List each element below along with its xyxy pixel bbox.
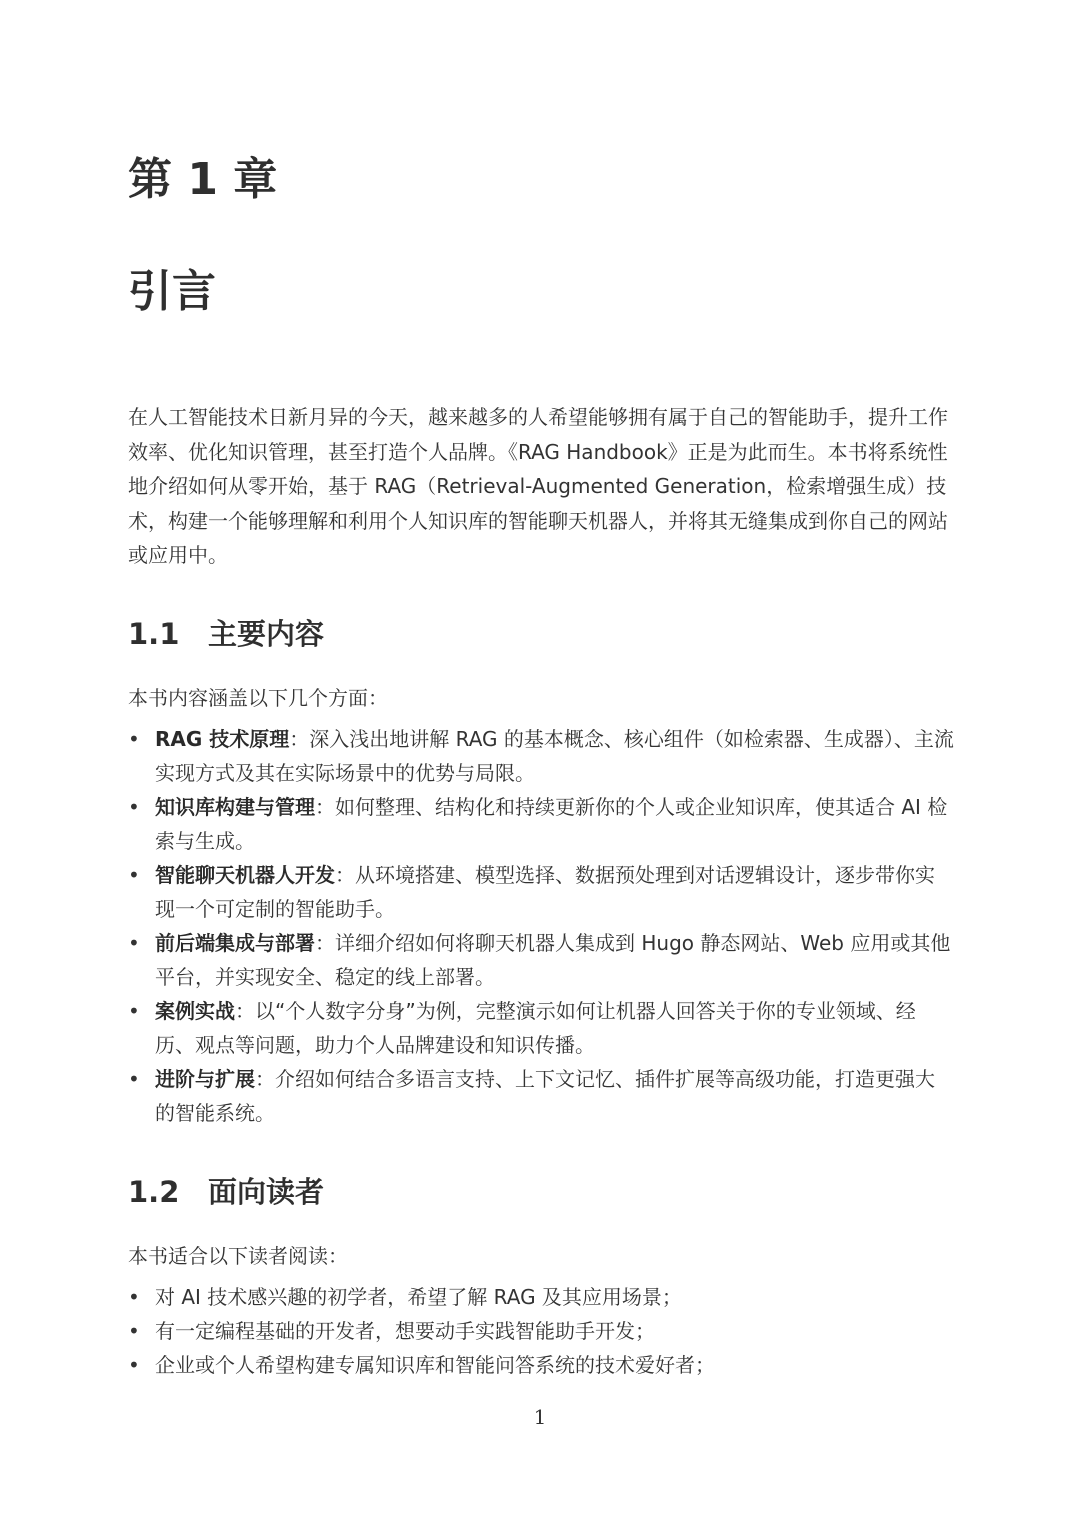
page-number: 1: [533, 1405, 547, 1429]
list-item-term: 知识库构建与管理: [155, 795, 315, 819]
section-title: 面向读者: [208, 1175, 325, 1209]
list-item-term: 智能聊天机器人开发: [155, 863, 335, 887]
section-title: 主要内容: [208, 617, 325, 651]
list-item-term: 进阶与扩展: [155, 1067, 255, 1091]
reader-list: [128, 1280, 954, 1382]
list-item-text: ：如何整理、结构化和持续更新你的个人或企业知识库，使其适合 AI 检索与生成。: [155, 795, 948, 853]
bullet-icon: •: [128, 1353, 140, 1377]
list-item: [128, 994, 954, 1062]
list-item-text: ：详细介绍如何将聊天机器人集成到 Hugo 静态网站、Web 应用或其他平台，并实现安全、稳定的线上部署。: [155, 931, 951, 989]
chapter-title: 引言: [128, 266, 216, 317]
bullet-icon: •: [128, 931, 140, 955]
bullet-icon: •: [128, 795, 140, 819]
chapter-label: 第 1 章: [128, 154, 278, 205]
bullet-icon: •: [128, 1285, 140, 1309]
list-item-text: 有一定编程基础的开发者，想要动手实践智能助手开发；: [155, 1319, 655, 1343]
list-item-term: 案例实战: [155, 999, 235, 1023]
list-item: [128, 1280, 954, 1314]
section-number: 1.1: [128, 617, 180, 651]
section-lead: 本书内容涵盖以下几个方面：: [128, 686, 388, 710]
list-item-term: RAG 技术原理: [155, 727, 290, 751]
list-item-text: 企业或个人希望构建专属知识库和智能问答系统的技术爱好者；: [155, 1353, 715, 1377]
list-item-text: ：从环境搭建、模型选择、数据预处理到对话逻辑设计，逐步带你实现一个可定制的智能助手。: [155, 863, 935, 921]
list-item: [128, 1314, 954, 1348]
bullet-icon: •: [128, 1319, 140, 1343]
list-item: [128, 1348, 954, 1382]
list-item: [128, 790, 954, 858]
list-item: [128, 1062, 954, 1130]
list-item-text: 对 AI 技术感兴趣的初学者，希望了解 RAG 及其应用场景；: [155, 1285, 682, 1309]
list-item: [128, 926, 954, 994]
section-heading-1-1: [128, 614, 324, 654]
bullet-icon: •: [128, 999, 140, 1023]
section-lead: 本书适合以下读者阅读：: [128, 1244, 348, 1268]
list-item: [128, 858, 954, 926]
list-item-text: ：深入浅出地讲解 RAG 的基本概念、核心组件（如检索器、生成器）、主流实现方式及其在实际场景中的优势与局限。: [155, 727, 954, 785]
content-list: [128, 722, 954, 1130]
bullet-icon: •: [128, 863, 140, 887]
bullet-icon: •: [128, 1067, 140, 1091]
list-item-term: 前后端集成与部署: [155, 931, 315, 955]
list-item-text: ：以“个人数字分身”为例，完整演示如何让机器人回答关于你的专业领域、经历、观点等问题，助力个人品牌建设和知识传播。: [155, 999, 916, 1057]
bullet-icon: •: [128, 727, 140, 751]
intro-paragraph: 在人工智能技术日新月异的今天，越来越多的人希望能够拥有属于自己的智能助手，提升工作效率、优化知识管理，甚至打造个人品牌。《RAG Handbook》正是为此而生。本书将系统性地介绍如何从零开始，基于 RAG（Retrieval-Augmented Generation，检索增强生成）技术，构建一个能够理解和利用个人知识库的智能聊天机器人，并将其无缝集成到你自己的网站或应用中。: [128, 405, 948, 568]
list-item-text: ：介绍如何结合多语言支持、上下文记忆、插件扩展等高级功能，打造更强大的智能系统。: [155, 1067, 935, 1125]
list-item: [128, 722, 954, 790]
section-number: 1.2: [128, 1175, 180, 1209]
section-heading-1-2: [128, 1172, 324, 1212]
